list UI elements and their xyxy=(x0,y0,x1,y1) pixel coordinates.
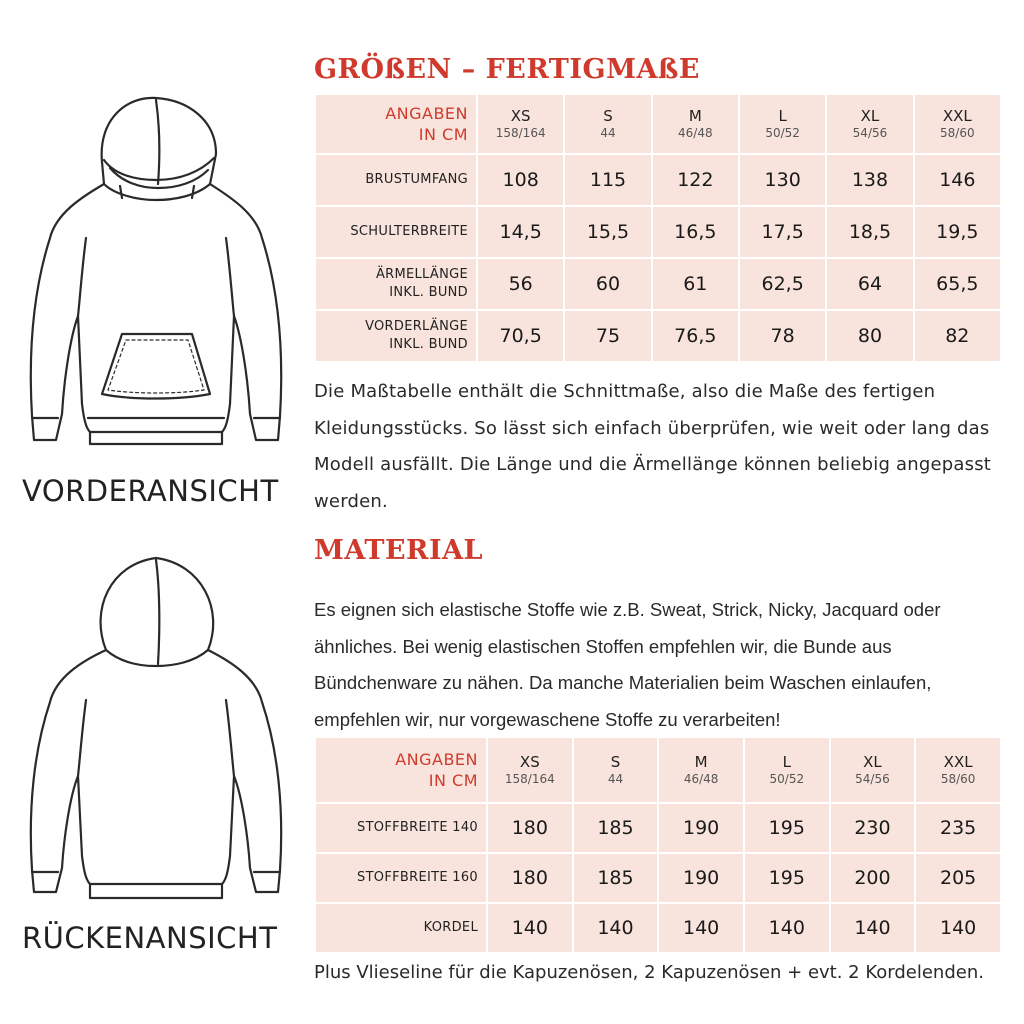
table-cell: 180 xyxy=(488,804,572,852)
size-name: XS xyxy=(510,107,531,125)
size-sub: 46/48 xyxy=(683,772,719,786)
table-cell: 205 xyxy=(916,854,1000,902)
row-label: STOFFBREITE 160 xyxy=(316,854,486,902)
size-sub: 46/48 xyxy=(678,126,713,140)
size-name: L xyxy=(778,107,787,125)
size-col-s xyxy=(574,738,658,802)
row-label xyxy=(316,155,476,205)
size-name: XL xyxy=(860,107,880,125)
table-cell: 185 xyxy=(574,804,658,852)
header-label-cell xyxy=(316,738,486,802)
table-cell: 60 xyxy=(565,259,650,309)
table-cell: 140 xyxy=(745,904,829,952)
size-name: XL xyxy=(863,753,882,771)
table-cell: 76,5 xyxy=(653,311,738,361)
row-label xyxy=(316,207,476,257)
table-row xyxy=(316,904,1000,952)
size-sub: 58/60 xyxy=(940,772,976,786)
size-col-l xyxy=(745,738,829,802)
table-row xyxy=(316,155,1000,205)
size-sub: 158/164 xyxy=(495,126,546,140)
row-label-line1: VORDERLÄNGE xyxy=(365,319,468,334)
table-cell: 140 xyxy=(659,904,743,952)
row-label: STOFFBREITE 140 xyxy=(316,804,486,852)
table-row xyxy=(316,804,1000,852)
table-cell: 140 xyxy=(831,904,915,952)
size-name: M xyxy=(688,107,702,125)
table-cell: 19,5 xyxy=(915,207,1000,257)
header-label-cell xyxy=(316,95,476,153)
size-col-xl xyxy=(827,95,912,153)
table-row xyxy=(316,854,1000,902)
material-heading: MATERIAL xyxy=(314,535,484,566)
size-col-m xyxy=(653,95,738,153)
table-cell: 70,5 xyxy=(478,311,563,361)
row-label: KORDEL xyxy=(316,904,486,952)
size-col-s xyxy=(565,95,650,153)
table-cell: 185 xyxy=(574,854,658,902)
table-cell: 195 xyxy=(745,804,829,852)
size-name: L xyxy=(782,753,791,771)
table-cell: 16,5 xyxy=(653,207,738,257)
row-label-line1: SCHULTERBREITE xyxy=(350,224,468,239)
table-cell: 180 xyxy=(488,854,572,902)
back-view-label: RÜCKENANSICHT xyxy=(22,921,278,955)
size-sub: 50/52 xyxy=(769,772,805,786)
table-cell: 108 xyxy=(478,155,563,205)
size-name: M xyxy=(694,753,708,771)
size-sub: 54/56 xyxy=(855,772,890,786)
table-cell: 138 xyxy=(827,155,912,205)
table-cell: 78 xyxy=(740,311,825,361)
row-label-line1: ÄRMELLÄNGE xyxy=(375,267,468,282)
table-cell: 190 xyxy=(659,854,743,902)
table-cell: 17,5 xyxy=(740,207,825,257)
header-label-line1: ANGABEN xyxy=(385,104,468,123)
size-sub: 58/60 xyxy=(940,126,975,140)
material-description: Es eignen sich elastische Stoffe wie z.B. Sweat, Strick, Nicky, Jacquard oder ähnliches. Bei wenig elastischen Stoffen empfehlen wir, die Bunde aus Bündchenware zu nähen. Da manche Materialien beim Waschen einlaufen, empfehlen wir, nur vorgewaschene Stoffe zu verarbeiten! xyxy=(314,599,941,730)
header-label-line1: ANGABEN xyxy=(395,750,478,769)
row-label-line2: INKL. BUND xyxy=(389,285,468,300)
table-cell: 56 xyxy=(478,259,563,309)
sizes-description: Die Maßtabelle enthält die Schnittmaße, also die Maße des fertigen Kleidungsstücks. So lässt sich einfach überprüfen, wie weit oder lang das Modell ausfällt. Die Länge und die Ärmellänge können beliebig angepasst werden. xyxy=(314,381,992,512)
table-cell: 82 xyxy=(915,311,1000,361)
table-cell: 62,5 xyxy=(740,259,825,309)
header-label-line2: IN CM xyxy=(428,771,478,790)
table-cell: 80 xyxy=(827,311,912,361)
table-cell: 15,5 xyxy=(565,207,650,257)
table-cell: 61 xyxy=(653,259,738,309)
table-cell: 65,5 xyxy=(915,259,1000,309)
table-cell: 190 xyxy=(659,804,743,852)
table-row xyxy=(316,207,1000,257)
table-cell: 14,5 xyxy=(478,207,563,257)
size-name: S xyxy=(603,107,613,125)
size-col-xs xyxy=(478,95,563,153)
footnote: Plus Vlieseline für die Kapuzenösen, 2 Kapuzenösen + evt. 2 Kordelenden. xyxy=(314,962,984,983)
front-view-label: VORDERANSICHT xyxy=(22,474,279,508)
size-sub: 44 xyxy=(600,126,616,140)
row-label xyxy=(316,259,476,309)
size-col-xl xyxy=(831,738,915,802)
size-name: XS xyxy=(519,753,540,771)
table-header-row xyxy=(316,95,1000,153)
table-cell: 18,5 xyxy=(827,207,912,257)
table-cell: 115 xyxy=(565,155,650,205)
table-cell: 140 xyxy=(574,904,658,952)
table-header-row xyxy=(316,738,1000,802)
table-cell: 200 xyxy=(831,854,915,902)
sizes-heading: GRÖßEN – FERTIGMAßE xyxy=(314,54,701,85)
size-sub: 50/52 xyxy=(765,126,800,140)
sizes-table xyxy=(314,93,1002,363)
size-name: S xyxy=(610,753,621,771)
row-label-line2: INKL. BUND xyxy=(389,337,468,352)
table-cell: 140 xyxy=(488,904,572,952)
size-sub: 54/56 xyxy=(852,126,888,140)
table-row xyxy=(316,311,1000,361)
table-cell: 195 xyxy=(745,854,829,902)
header-label-line2: IN CM xyxy=(418,125,468,144)
size-col-xs xyxy=(488,738,572,802)
size-col-l xyxy=(740,95,825,153)
table-cell: 122 xyxy=(653,155,738,205)
table-cell: 140 xyxy=(916,904,1000,952)
hoodie-back-illustration xyxy=(10,550,300,910)
table-row xyxy=(316,259,1000,309)
table-cell: 146 xyxy=(915,155,1000,205)
table-cell: 75 xyxy=(565,311,650,361)
table-cell: 230 xyxy=(831,804,915,852)
size-name: XXL xyxy=(943,753,973,771)
size-col-xxl xyxy=(915,95,1000,153)
row-label xyxy=(316,311,476,361)
material-table xyxy=(314,736,1002,954)
table-cell: 130 xyxy=(740,155,825,205)
row-label-line1: BRUSTUMFANG xyxy=(365,172,468,187)
size-name: XXL xyxy=(942,107,972,125)
table-cell: 64 xyxy=(827,259,912,309)
size-col-xxl xyxy=(916,738,1000,802)
size-sub: 44 xyxy=(607,772,624,786)
table-cell: 235 xyxy=(916,804,1000,852)
hoodie-front-illustration xyxy=(10,88,300,458)
size-sub: 158/164 xyxy=(504,772,555,786)
size-col-m xyxy=(659,738,743,802)
